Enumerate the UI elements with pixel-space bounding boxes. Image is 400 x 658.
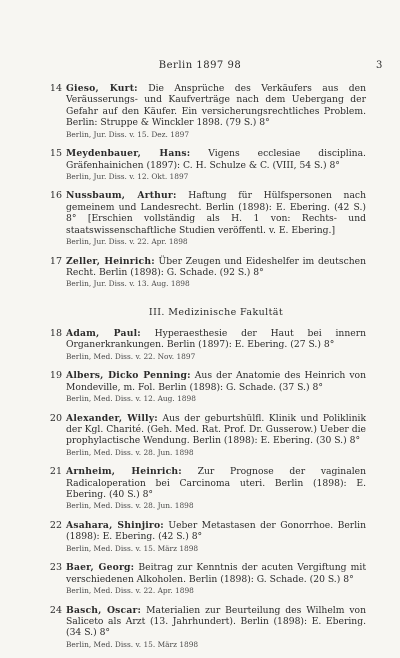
entry-author: Alexander, Willy: [66,412,158,424]
medical-faculty-entries [49,327,367,649]
law-faculty-entries [49,83,367,289]
entry-number: 16 [49,190,62,202]
bibliography-entry [49,466,366,511]
entry-number: 22 [49,519,62,531]
entry-body [66,83,366,129]
entry-number: 18 [49,327,62,339]
entry-body [66,466,366,500]
entry-number: 19 [49,370,62,382]
entry-body [66,328,366,351]
bibliography-entry [49,148,366,181]
entry-body [66,256,366,279]
entry-title: Materialien zur Beurteilung des Wilhelm von Saliceto als Arzt (13. Jahrhundert). Berlin (1898): E. Ebering. (34 S.) 8° [66,604,367,639]
entry-number: 17 [49,255,62,267]
bibliography-entry [49,255,367,289]
entry-dissertation-note: Berlin, Med. Diss. v. 12. Aug. 1898 [66,394,196,403]
entry-author: Asahara, Shinjiro: [66,519,164,531]
entry-dissertation-note: Berlin, Med. Diss. v. 22. Apr. 1898 [66,586,194,596]
entry-dissertation-note: Berlin, Med. Diss. v. 15. März 1898 [66,639,199,649]
entry-number: 23 [49,562,62,574]
entry-number: 15 [49,148,62,160]
bibliography-entry [49,519,366,553]
entry-title: Aus der Anatomie des Heinrich von Mondeville, m. Fol. Berlin (1898): G. Schade. (37 S.) 8° [66,370,366,393]
running-header: Berlin 1897 98 [158,60,242,71]
bibliography-entry [49,412,367,458]
entry-title: Hyperaesthesie der Haut bei innern Organerkrankungen. Berlin (1897): E. Ebering. (27 S.) 8° [66,327,367,351]
entry-dissertation-note: Berlin, Jur. Diss. v. 15. Dez. 1897 [66,129,190,139]
entry-title: Über Zeugen und Eideshelfer im deutschen Recht. Berlin (1898): G. Schade. (92 S.) 8° [66,255,367,278]
entry-body [66,190,366,236]
entry-number: 14 [49,83,62,94]
entry-author: Adam, Paul: [66,327,141,339]
bibliography-list [49,83,367,658]
entry-dissertation-note: Berlin, Med. Diss. v. 15. März 1898 [66,543,199,553]
entry-body [66,520,366,543]
entry-title: Vigens ecclesiae disciplina. Gräfenhainichen (1897): C. H. Schulze & C. (VIII, 54 S.) 8° [66,148,366,171]
entry-body [66,562,366,585]
entry-body [66,413,366,447]
entry-author: Arnheim, Heinrich: [66,466,182,478]
entry-dissertation-note: Berlin, Med. Diss. v. 28. Jun. 1898 [66,501,194,511]
entry-title: Beitrag zur Kenntnis der acuten Vergiftung mit verschiedenen Alkoholen. Berlin (1898): G. Schade. (20 S.) 8° [66,562,367,585]
bibliography-entry [49,327,367,361]
entry-dissertation-note: Berlin, Jur. Diss. v. 13. Aug. 1898 [66,279,190,289]
entry-title: Ueber Metastasen der Gonorrhoe. Berlin (1898): E. Ebering. (42 S.) 8° [66,519,366,543]
bibliography-entry [49,370,366,403]
entry-dissertation-note: Berlin, Med. Diss. v. 28. Jun. 1898 [66,447,194,457]
entry-author: Basch, Oscar: [66,604,142,616]
entry-title: Aus der geburtshülfl. Klinik und Poliklinik der Kgl. Charité. (Geh. Med. Rat. Prof. Dr. Gusserow.) Ueber die prophylactische Wendung. Berlin (1898): E. Ebering. (30 S.) 8° [66,412,367,447]
bibliography-entry [49,190,366,247]
entry-title: Zur Prognose der vaginalen Radicaloperation bei Carcinoma uteri. Berlin (1898): E. Ebering. (40 S.) 8° [66,466,366,501]
entry-body [66,605,366,639]
entry-author: Baer, Georg: [66,562,135,574]
entry-body [66,148,366,171]
section-title: III. Medizinische Fakultät [148,306,284,318]
entry-dissertation-note: Berlin, Jur. Diss. v. 12. Okt. 1897 [66,171,189,181]
bibliography-entry [49,562,367,596]
bibliography-entry [49,83,367,139]
bibliography-entry [49,604,367,650]
entry-author: Nussbaum, Arthur: [66,190,177,202]
entry-dissertation-note: Berlin, Jur. Diss. v. 22. Apr. 1898 [66,237,188,247]
entry-number: 21 [49,466,62,478]
entry-number: 20 [49,412,62,424]
entry-title: Haftung für Hülfspersonen nach gemeinem und Landesrecht. Berlin (1898): E. Ebering. (42 S.) 8° [Erschien vollständig als H. 1 von: Rechts- und staatswissenschaftliche Studien veröffentl. v. E. Ebering.] [66,190,366,236]
entry-dissertation-note: Berlin, Med. Diss. v. 22. Nov. 1897 [66,351,196,361]
entry-author: Albers, Dicko Penning: [66,370,191,382]
entry-author: Zeller, Heinrich: [66,255,155,267]
entry-title: Die Ansprüche des Verkäufers aus den Veräusserungs- und Kaufverträge nach dem Uebergang der Gefahr auf den Käufer. Ein versicherungsrechtliches Problem. Berlin: Struppe & Winckler 1898. (79 S.) 8° [66,83,367,129]
page-number: 3 [376,60,383,71]
entry-number: 24 [49,604,62,616]
entry-body [66,370,366,393]
entry-author: Meydenbauer, Hans: [66,148,191,160]
entry-author: Gieso, Kurt: [66,83,138,94]
